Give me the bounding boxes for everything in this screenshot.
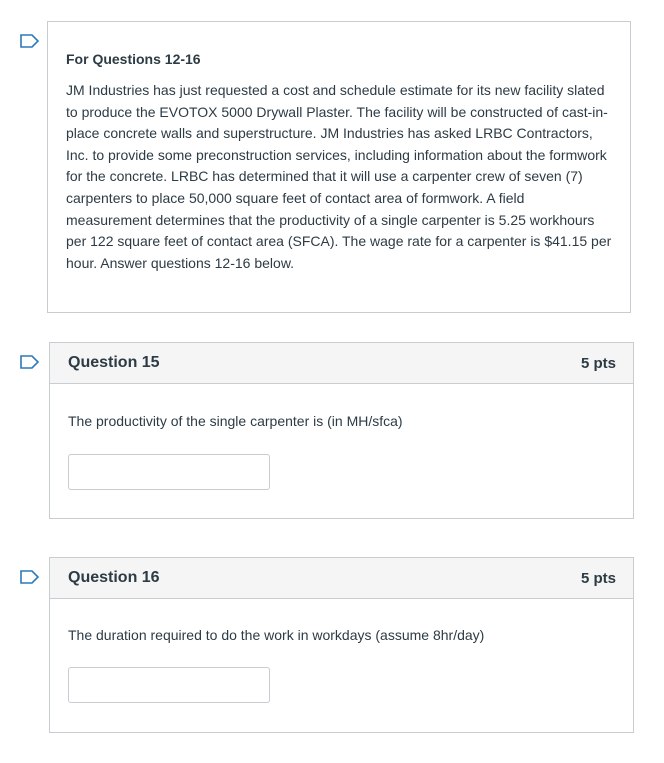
stimulus-title: For Questions 12-16 — [66, 51, 201, 67]
question-card — [49, 557, 634, 733]
question-text: The productivity of the single carpenter is (in MH/sfca) — [68, 413, 403, 429]
question-header — [50, 343, 633, 384]
question-text: The duration required to do the work in workdays (assume 8hr/day) — [68, 627, 485, 643]
question-group-stimulus — [47, 21, 631, 313]
question-points: 5 pts — [580, 569, 616, 587]
bookmark-flag-icon[interactable] — [20, 34, 40, 48]
flag-question-icon[interactable] — [20, 570, 40, 584]
flag-question-icon[interactable] — [20, 355, 40, 369]
stimulus-text: JM Industries has just requested a cost and schedule estimate for its new facility slated to produce the EVOTOX 5000 Drywall Plaster. The facility will be constructed of cast-in-place concrete walls and superstructure. JM Industries has asked LRBC Contractors, Inc. to provide some preconstruction services, including information about the formwork for the concrete. LRBC has determined that it will use a carpenter crew of seven (7) carpenters to place 50,000 square feet of contact area of formwork. A field measurement determines that the productivity of a single carpenter is 5.25 workhours per 122 square feet of contact area (SFCA). The wage rate for a carpenter is $41.15 per hour. Answer questions 12-16 below. — [66, 82, 612, 271]
question-points: 5 pts — [580, 354, 616, 372]
question-card — [49, 342, 634, 519]
question-header — [50, 558, 633, 599]
question-title: Question 16 — [68, 569, 160, 586]
answer-input[interactable] — [68, 454, 270, 490]
answer-input[interactable] — [68, 667, 270, 703]
question-title: Question 15 — [68, 354, 160, 371]
